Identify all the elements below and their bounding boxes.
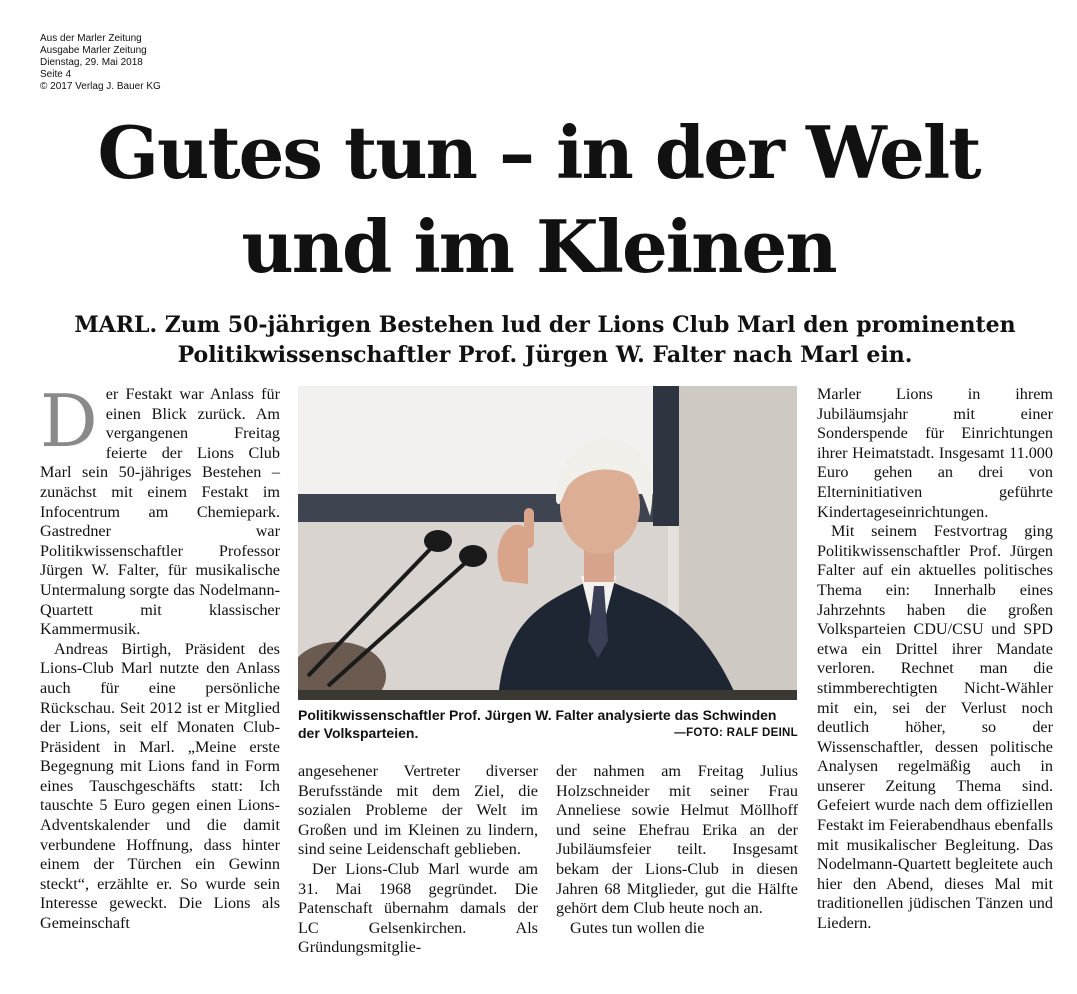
paragraph: Marler Lions in ihrem Jubiläumsjahr mit einer Sonderspende für Einrichtungen ihrer Heimatstadt. Insgesamt 11.000 Euro gehen an drei von Elterninitiativen geführte Kindertageseinrichtungen. xyxy=(817,385,1053,521)
subheadline xyxy=(40,310,1050,370)
meta-copyright: © 2017 Verlag J. Bauer KG xyxy=(40,81,161,92)
subheadline-line-2: Politikwissenschaftler Prof. Jürgen W. Falter nach Marl ein. xyxy=(177,342,913,368)
headline xyxy=(0,106,1077,294)
meta-source: Aus der Marler Zeitung xyxy=(40,33,142,44)
paragraph: Andreas Birtigh, Präsident des Lions-Club Marl nutzte den Anlass auch für eine persönliche Rückschau. Seit 2012 ist er Mitglied der Lions, seit elf Monaten Club-Präsident in Marl. „Meine erste Begegnung mit Lions fand in Form eines Tauschgeschäfts statt: Ich tauschte 5 Euro gegen einen Lions-Adventskalender und die damit verbundene Hoffnung, dass hinter einem der Türchen ein Gewinn steckt“, erzählte er. So wurde sein Interesse geweckt. Die Lions als Gemeinschaft xyxy=(40,639,280,933)
paragraph: Gutes tun wollen die xyxy=(570,918,705,937)
article-column-4 xyxy=(817,385,1053,975)
paragraph: Der Lions-Club Marl wurde am 31. Mai 1968 gegründet. Die Patenschaft übernahm damals der LC Gelsenkirchen. Als Gründungsmitglie- xyxy=(298,859,538,957)
headline-line-2: und im Kleinen xyxy=(241,204,836,289)
paragraph: Mit seinem Festvortrag ging Politikwissenschaftler Prof. Jürgen Falter auf ein aktuelles politisches Thema ein: Innerhalb eines Jahrzehnts haben die großen Volksparteien CDU/CSU und SPD etwa ein Drittel ihrer Mandate verloren. Rechnet man die stimmberechtigten Nicht-Wähler mit ein, sei der Verlust noch deutlich höher, so der Wissenschaftler, dessen politische Analysen regelmäßig auch in unserer Zeitung Thema sind. Gefeiert wurde nach dem offiziellen Festakt im Feierabendhaus ebenfalls mit musikalischer Begleitung. Das Nodelmann-Quartett begleitete auch hier den Abend, dieses Mal mit traditionellen jüdischen Tänzen und Liedern. xyxy=(817,522,1053,933)
paragraph: angesehener Vertreter diverser Berufsstände mit dem Ziel, die sozialen Probleme der Welt im Großen und im Kleinen zu lindern, sind seine Leidenschaft geblieben. xyxy=(298,762,538,859)
meta-edition: Ausgabe Marler Zeitung xyxy=(40,45,147,56)
photo-caption-block xyxy=(298,706,798,742)
meta-page: Seite 4 xyxy=(40,69,72,80)
paragraph: er Festakt war Anlass für einen Blick zurück. Am vergangenen Freitag feierte der Lions Club Marl sein 50-jähriges Bestehen – zunächst mit einem Festakt im Infocentrum am Chemiepark. Gastredner war Politikwissenschaftler Professor Jürgen W. Falter, für musikalische Untermalung sorgte das Nodelmann-Quartett mit klassischer Kammermusik. xyxy=(40,385,280,639)
drop-cap: D xyxy=(40,379,98,463)
headline-line-1: Gutes tun – in der Welt xyxy=(97,110,980,195)
article-column-2 xyxy=(298,762,538,958)
photo-caption: Politikwissenschaftler Prof. Jürgen W. Falter analysierte das Schwinden der Volksparteien. xyxy=(298,707,777,741)
meta-date: Dienstag, 29. Mai 2018 xyxy=(40,57,143,68)
photo-credit: —FOTO: RALF DEINL xyxy=(674,727,798,739)
article-column-1 xyxy=(40,379,280,934)
paragraph: der nahmen am Freitag Julius Holzschneider mit seiner Frau Anneliese sowie Helmut Möllhoff und seine Ehefrau Erika an der Jubiläumsfeier teilt. Insgesamt bekam der Lions-Club in diesen Jahren 68 Mitglieder, gut die Hälfte gehört dem Club heute noch an. xyxy=(556,762,798,918)
publication-metadata xyxy=(40,33,161,93)
subheadline-line-1: MARL. Zum 50-jährigen Bestehen lud der Lions Club Marl den prominenten xyxy=(74,312,1016,338)
article-column-3 xyxy=(556,762,798,938)
speaker-photo-illustration xyxy=(298,386,797,700)
article-photo xyxy=(298,386,797,700)
